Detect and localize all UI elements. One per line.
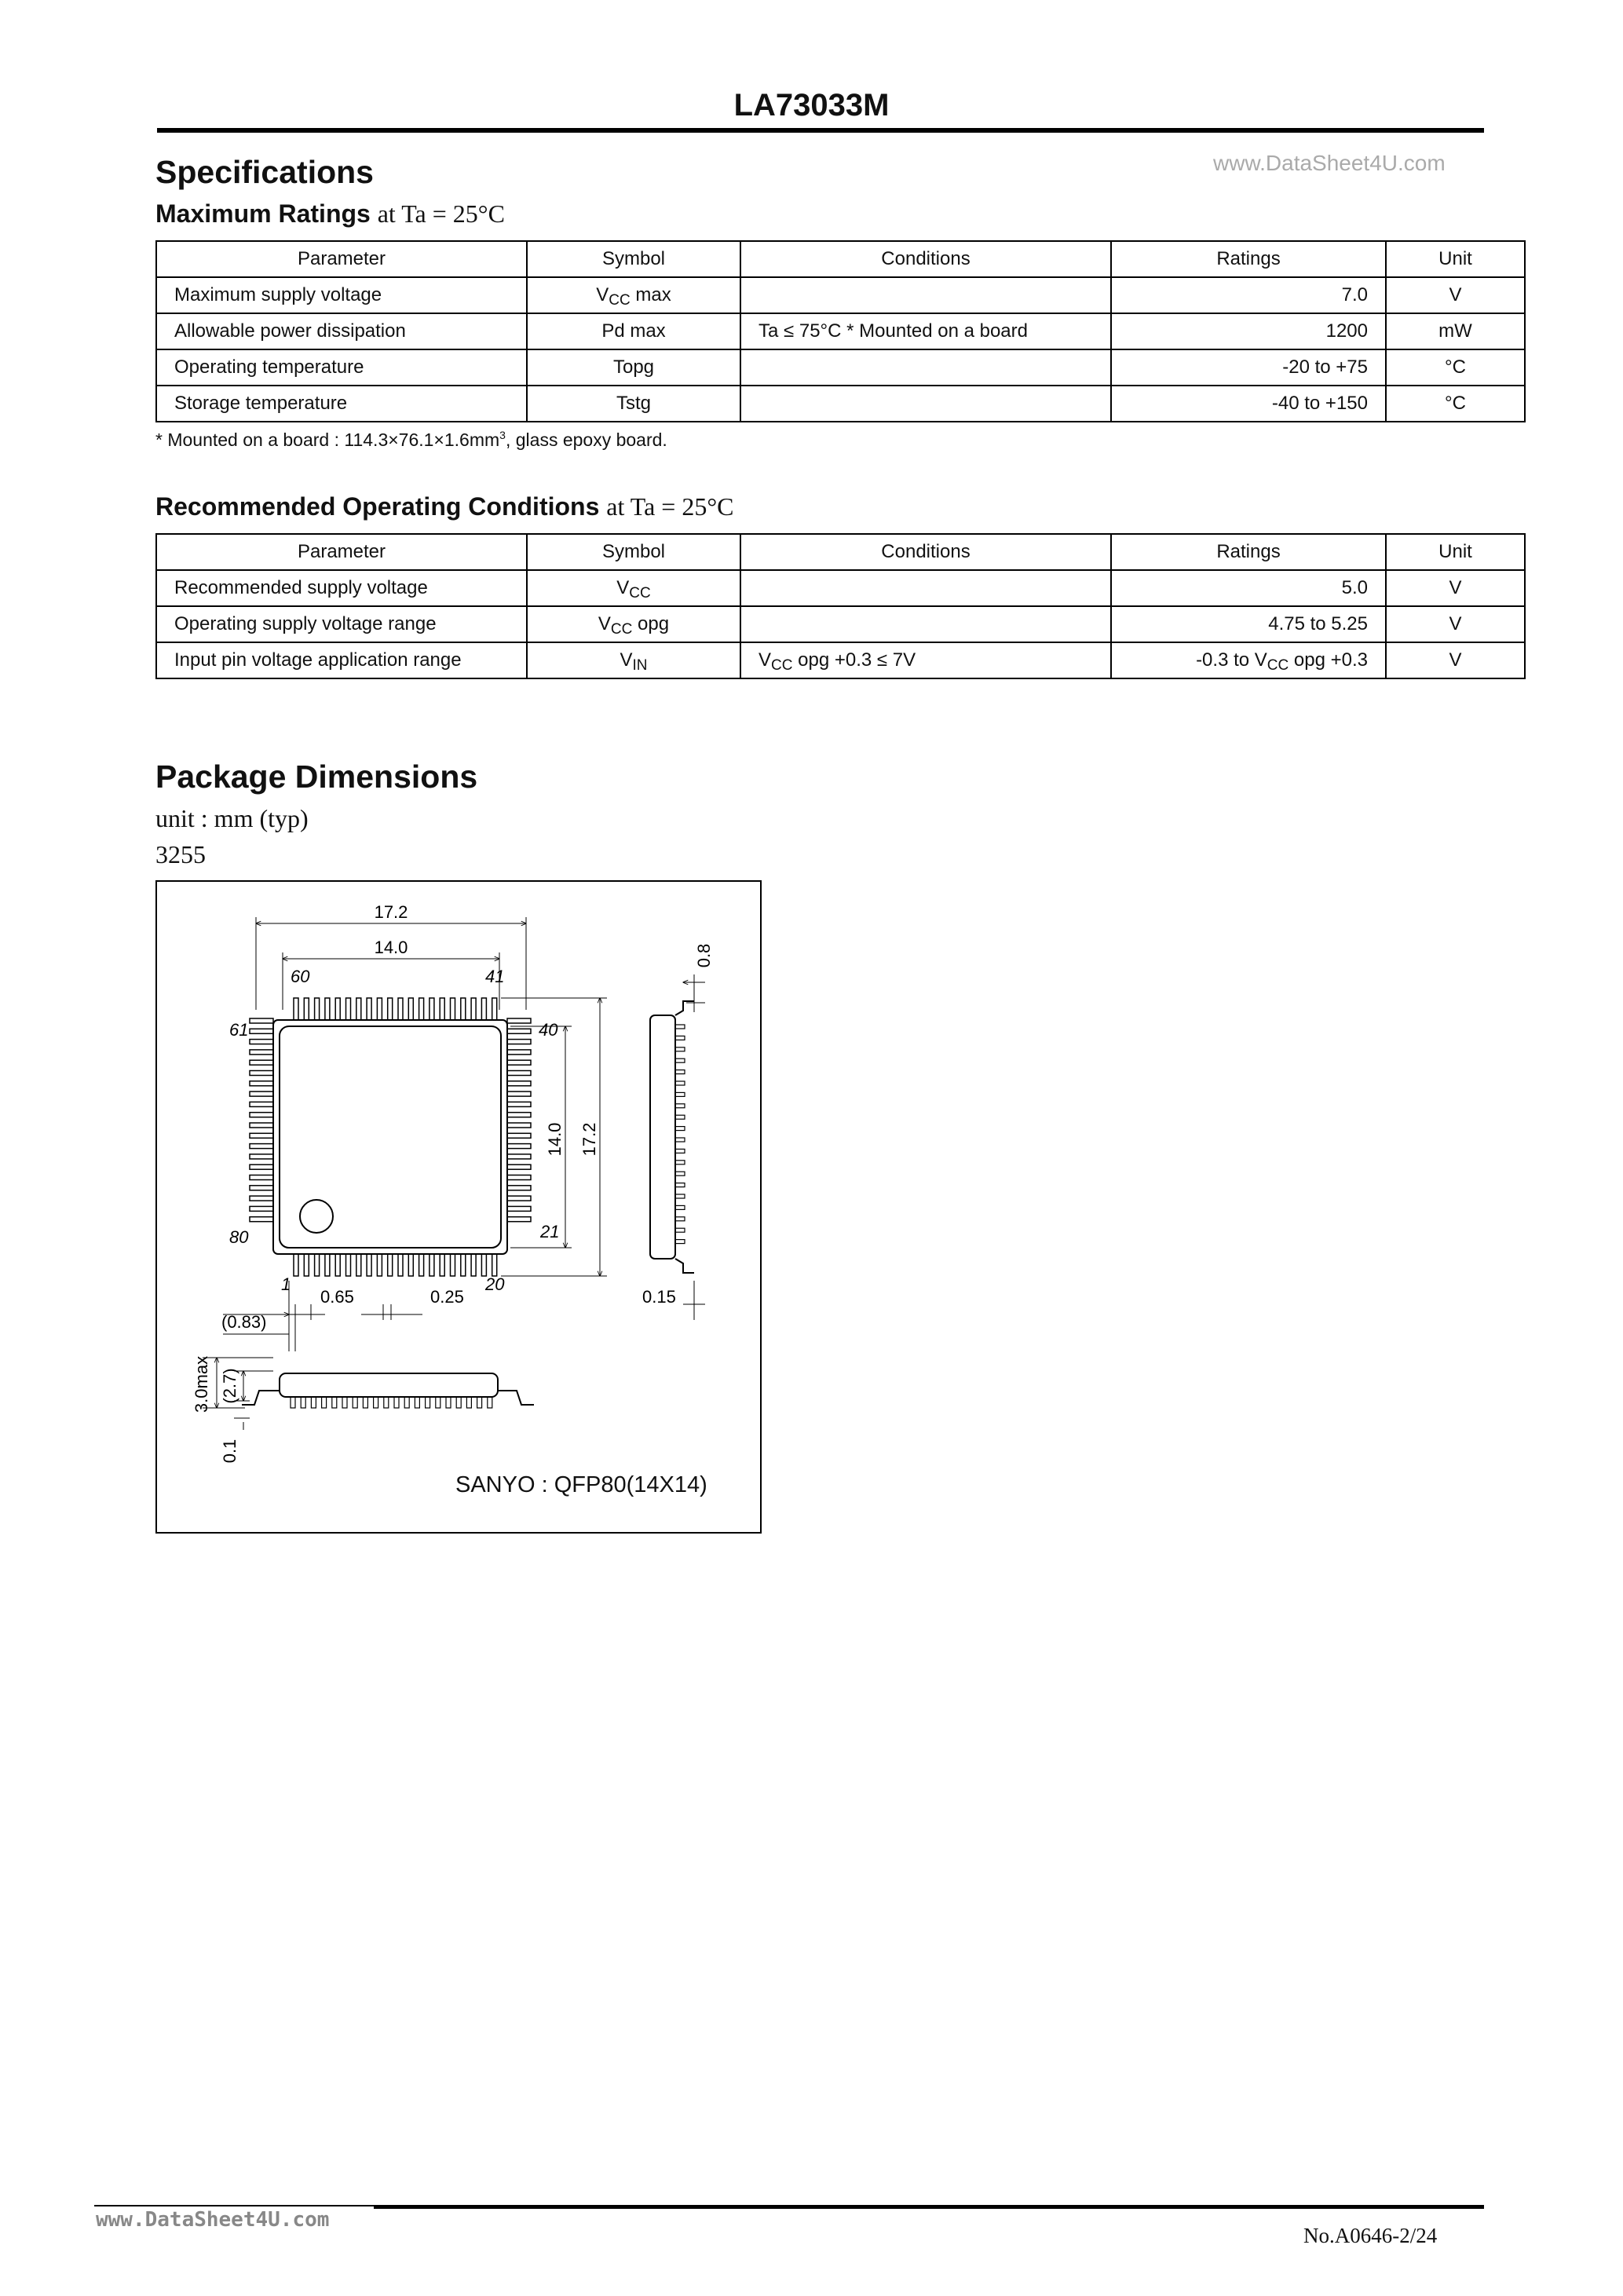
top-leads xyxy=(294,998,497,1020)
lead xyxy=(471,1254,476,1276)
lead xyxy=(430,998,434,1020)
col-unit: Unit xyxy=(1386,241,1525,277)
cell-ratings: -40 to +150 xyxy=(1111,386,1386,422)
pin-80-label: 80 xyxy=(229,1227,249,1247)
lead xyxy=(675,1228,685,1232)
watermark-top: www.DataSheet4U.com xyxy=(1213,151,1446,175)
package-code: 3255 xyxy=(155,840,206,868)
lead xyxy=(291,1397,295,1408)
lead xyxy=(250,1060,273,1065)
max-ratings-title: Maximum Ratings xyxy=(155,199,371,228)
lead xyxy=(250,1175,273,1180)
lead xyxy=(446,1397,451,1408)
dim-14-0-vertical: 14.0 xyxy=(545,1122,565,1157)
cell-symbol: $V_{CC}$ max xyxy=(527,277,740,313)
lead xyxy=(398,1254,403,1276)
table-header-row xyxy=(156,534,1525,570)
lead xyxy=(408,1254,413,1276)
side-view-leads xyxy=(675,1025,685,1244)
col-ratings: Ratings xyxy=(1111,534,1386,570)
table-row xyxy=(156,642,1525,678)
col-parameter: Parameter xyxy=(156,241,527,277)
lead xyxy=(250,1154,273,1159)
lead xyxy=(507,1081,531,1086)
cell-conditions xyxy=(740,386,1111,422)
lead xyxy=(250,1018,273,1023)
lead xyxy=(507,1154,531,1159)
lead xyxy=(675,1047,685,1051)
lead xyxy=(250,1081,273,1086)
cell-symbol: $V_{CC}$ opg xyxy=(527,606,740,642)
pin-61-label: 61 xyxy=(229,1020,249,1040)
lead xyxy=(430,1254,434,1276)
lead xyxy=(250,1071,273,1076)
col-conditions: Conditions xyxy=(740,534,1111,570)
lead xyxy=(675,1058,685,1062)
lead xyxy=(394,1397,399,1408)
pin-40-label: 40 xyxy=(539,1020,558,1040)
pin-20-label: 20 xyxy=(485,1274,505,1294)
lead xyxy=(415,1397,419,1408)
lead xyxy=(250,1102,273,1106)
table-row xyxy=(156,277,1525,313)
cell-conditions xyxy=(740,606,1111,642)
cell-symbol: Topg xyxy=(527,349,740,386)
package-name: SANYO : QFP80(14X14) xyxy=(455,1472,707,1497)
lead xyxy=(332,1397,337,1408)
lead xyxy=(377,1254,382,1276)
dim-17-2-vertical: 17.2 xyxy=(579,1122,599,1157)
board-footnote: * Mounted on a board : $114.3\times 76.1\times 1.6mm^3$, glass epoxy board. xyxy=(155,429,667,450)
watermark-bottom: www.DataSheet4U.com xyxy=(96,2208,330,2232)
lead xyxy=(507,1060,531,1065)
col-symbol: Symbol xyxy=(527,241,740,277)
cell-ratings: 4.75 to 5.25 xyxy=(1111,606,1386,642)
lead xyxy=(250,1186,273,1190)
max-ratings-table xyxy=(155,240,1526,422)
lead xyxy=(408,998,413,1020)
lead xyxy=(507,1123,531,1128)
lead xyxy=(342,1397,347,1408)
lead xyxy=(466,1397,471,1408)
cell-symbol: Tstg xyxy=(527,386,740,422)
lead xyxy=(675,1127,685,1131)
lead xyxy=(304,998,309,1020)
cell-unit: V xyxy=(1386,642,1525,678)
lead xyxy=(675,1217,685,1221)
lead xyxy=(404,1397,409,1408)
lead xyxy=(471,998,476,1020)
lead xyxy=(507,1206,531,1211)
lead xyxy=(315,1254,320,1276)
pin-1-label: 1 xyxy=(281,1274,291,1294)
dim-lead-thickness: 0.15 xyxy=(642,1287,676,1307)
cell-conditions xyxy=(740,570,1111,606)
cell-ratings: -20 to +75 xyxy=(1111,349,1386,386)
lead xyxy=(322,1397,327,1408)
package-unit: unit : mm (typ) xyxy=(155,804,309,832)
lead xyxy=(461,998,466,1020)
pin1-marker xyxy=(300,1200,333,1233)
lead xyxy=(325,998,330,1020)
lead xyxy=(377,998,382,1020)
cell-symbol: Pd max xyxy=(527,313,740,349)
lead xyxy=(675,1240,685,1244)
title-rule xyxy=(157,128,1484,133)
lead xyxy=(507,1164,531,1169)
lead xyxy=(398,998,403,1020)
lead xyxy=(426,1397,430,1408)
lead xyxy=(675,1025,685,1029)
rec-conditions-condition: at Ta = 25°C xyxy=(606,492,734,521)
front-view-body xyxy=(280,1373,498,1397)
lead xyxy=(675,1081,685,1085)
lead xyxy=(250,1113,273,1117)
lead xyxy=(675,1205,685,1209)
lead xyxy=(492,1254,497,1276)
lead xyxy=(367,1254,371,1276)
lead xyxy=(507,1133,531,1138)
lead xyxy=(419,1254,424,1276)
lead xyxy=(250,1029,273,1033)
lead xyxy=(346,1254,351,1276)
dim-17-2-top: 17.2 xyxy=(374,902,408,922)
max-ratings-condition: at Ta = 25°C xyxy=(377,199,505,228)
rec-conditions-heading xyxy=(155,492,733,521)
lead xyxy=(675,1104,685,1108)
right-leads xyxy=(507,1018,531,1222)
lead xyxy=(507,1217,531,1222)
page-number: No.A0646-2/24 xyxy=(1303,2224,1438,2247)
lead xyxy=(456,1397,461,1408)
lead xyxy=(301,1397,305,1408)
dim-14-0-top: 14.0 xyxy=(374,938,408,957)
lead xyxy=(507,1018,531,1023)
lead xyxy=(440,1254,444,1276)
dim-lead-width: 0.25 xyxy=(430,1287,464,1307)
lead xyxy=(335,998,340,1020)
cell-parameter: Allowable power dissipation xyxy=(156,313,527,349)
lead xyxy=(675,1149,685,1153)
lead xyxy=(250,1206,273,1211)
package-heading: Package Dimensions xyxy=(155,759,478,795)
lead xyxy=(507,1050,531,1055)
dim-lead-length: 0.8 xyxy=(694,943,714,968)
cell-unit: mW xyxy=(1386,313,1525,349)
lead xyxy=(250,1164,273,1169)
col-symbol: Symbol xyxy=(527,534,740,570)
lead xyxy=(507,1040,531,1044)
lead xyxy=(315,998,320,1020)
lead xyxy=(367,998,371,1020)
col-conditions: Conditions xyxy=(740,241,1111,277)
cell-symbol: $V_{CC}$ xyxy=(527,570,740,606)
cell-conditions xyxy=(740,277,1111,313)
table-row xyxy=(156,570,1525,606)
cell-parameter: Maximum supply voltage xyxy=(156,277,527,313)
lead xyxy=(507,1175,531,1180)
lead xyxy=(507,1196,531,1201)
lead xyxy=(488,1397,492,1408)
col-ratings: Ratings xyxy=(1111,241,1386,277)
lead xyxy=(481,1254,486,1276)
lead xyxy=(250,1040,273,1044)
cell-ratings: 7.0 xyxy=(1111,277,1386,313)
table-header-row xyxy=(156,241,1525,277)
lead xyxy=(507,1113,531,1117)
dim-height-max: 3.0max xyxy=(192,1355,211,1413)
rec-conditions-table xyxy=(155,533,1526,679)
cell-unit: °C xyxy=(1386,386,1525,422)
lead xyxy=(507,1091,531,1096)
pin-60-label: 60 xyxy=(291,967,310,986)
lead xyxy=(675,1183,685,1187)
cell-parameter: Storage temperature xyxy=(156,386,527,422)
lead xyxy=(507,1071,531,1076)
table-row xyxy=(156,606,1525,642)
specifications-heading: Specifications xyxy=(155,154,374,190)
lead xyxy=(436,1397,440,1408)
lead xyxy=(507,1102,531,1106)
lead xyxy=(311,1397,316,1408)
lead xyxy=(356,998,361,1020)
lead xyxy=(451,1254,455,1276)
bottom-leads xyxy=(294,1254,497,1276)
lead xyxy=(507,1144,531,1149)
lead xyxy=(675,1036,685,1040)
package-drawing xyxy=(155,880,762,1534)
cell-conditions: Ta ≤ 75°C * Mounted on a board xyxy=(740,313,1111,349)
lead xyxy=(675,1138,685,1142)
lead xyxy=(250,1123,273,1128)
part-number-title: LA73033M xyxy=(733,88,890,122)
table-row xyxy=(156,386,1525,422)
cell-unit: V xyxy=(1386,570,1525,606)
lead xyxy=(356,1254,361,1276)
lead xyxy=(440,998,444,1020)
cell-unit: V xyxy=(1386,606,1525,642)
lead xyxy=(294,998,298,1020)
lead xyxy=(346,998,351,1020)
lead xyxy=(507,1186,531,1190)
lead xyxy=(675,1070,685,1074)
front-view-leads xyxy=(291,1397,492,1408)
max-ratings-heading xyxy=(155,199,505,229)
footer-rule-thin xyxy=(94,2205,374,2206)
rec-conditions-title: Recommended Operating Conditions xyxy=(155,492,600,521)
lead xyxy=(363,1397,367,1408)
cell-conditions xyxy=(740,349,1111,386)
lead xyxy=(675,1172,685,1175)
dim-edge: (0.83) xyxy=(221,1312,267,1332)
side-view-body xyxy=(650,1015,675,1259)
left-leads xyxy=(250,1018,273,1222)
lead xyxy=(304,1254,309,1276)
lead xyxy=(250,1144,273,1149)
cell-ratings: -0.3 to $V_{CC}$ opg +0.3 xyxy=(1111,642,1386,678)
cell-conditions: $V_{CC}$ opg +0.3 ≤ 7V xyxy=(740,642,1111,678)
lead xyxy=(353,1397,357,1408)
lead xyxy=(675,1161,685,1164)
lead xyxy=(451,998,455,1020)
lead xyxy=(250,1050,273,1055)
lead xyxy=(374,1397,378,1408)
footer-rule xyxy=(374,2205,1484,2209)
lead xyxy=(384,1397,389,1408)
lead xyxy=(388,1254,393,1276)
lead xyxy=(675,1092,685,1096)
lead xyxy=(335,1254,340,1276)
cell-ratings: 1200 xyxy=(1111,313,1386,349)
dim-standoff: 0.1 xyxy=(220,1439,239,1464)
lead xyxy=(325,1254,330,1276)
cell-symbol: $V_{IN}$ xyxy=(527,642,740,678)
lead xyxy=(675,1194,685,1198)
table-row xyxy=(156,349,1525,386)
cell-ratings: 5.0 xyxy=(1111,570,1386,606)
lead xyxy=(250,1196,273,1201)
pin-21-label: 21 xyxy=(540,1222,560,1241)
col-unit: Unit xyxy=(1386,534,1525,570)
col-parameter: Parameter xyxy=(156,534,527,570)
lead xyxy=(477,1397,482,1408)
lead xyxy=(250,1133,273,1138)
cell-parameter: Operating supply voltage range xyxy=(156,606,527,642)
table-row xyxy=(156,313,1525,349)
cell-parameter: Recommended supply voltage xyxy=(156,570,527,606)
cell-unit: V xyxy=(1386,277,1525,313)
lead xyxy=(675,1115,685,1119)
cell-parameter: Operating temperature xyxy=(156,349,527,386)
lead xyxy=(419,998,424,1020)
cell-unit: °C xyxy=(1386,349,1525,386)
pin-41-label: 41 xyxy=(485,967,505,986)
lead xyxy=(388,998,393,1020)
cell-parameter: Input pin voltage application range xyxy=(156,642,527,678)
lead xyxy=(461,1254,466,1276)
lead xyxy=(481,998,486,1020)
lead xyxy=(294,1254,298,1276)
lead xyxy=(492,998,497,1020)
lead xyxy=(250,1217,273,1222)
lead xyxy=(507,1029,531,1033)
dim-body-height: (2.7) xyxy=(220,1368,239,1404)
lead xyxy=(250,1091,273,1096)
dim-pitch: 0.65 xyxy=(320,1287,354,1307)
